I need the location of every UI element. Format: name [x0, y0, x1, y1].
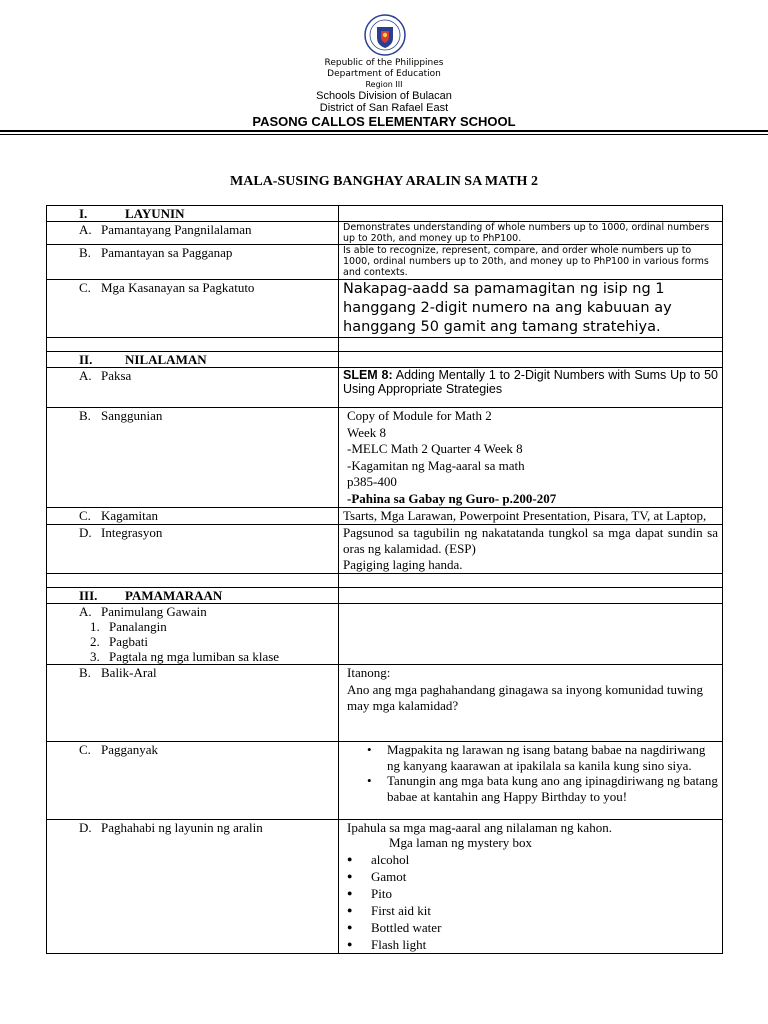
item-value: Is able to recognize, represent, compare, and order whole numbers up to 1000, ordinal numbers up to 20th, and money up to PhP100 in various forms and contexts. [339, 245, 723, 280]
item-value [339, 665, 723, 742]
paghahabi-subtitle: Mga laman ng mystery box [389, 835, 532, 850]
slem-label: SLEM 8: [343, 368, 393, 382]
row-paghahabi [47, 820, 723, 954]
header-district: District of San Rafael East [319, 102, 449, 114]
item-letter: C. [79, 742, 91, 757]
item-label: Mga Kasanayan sa Pagkatuto [101, 280, 255, 295]
item-label: Pamantayang Pangnilalaman [101, 222, 252, 237]
header-rule-thin [0, 134, 768, 135]
lesson-plan-table [46, 205, 723, 954]
item-letter: D. [79, 820, 92, 835]
item-value [339, 525, 723, 574]
reference-line: Copy of Module for Math 2 [347, 408, 492, 423]
row-paksa [47, 368, 723, 408]
deped-seal-logo [364, 14, 406, 56]
list-item: ● Flash light [369, 936, 718, 953]
item-value: Demonstrates understanding of whole numbers up to 1000, ordinal numbers up to 20th, and money up to PhP100. [339, 222, 723, 245]
item-value: Nakapag-aadd sa pamamagitan ng isip ng 1 hanggang 2-digit numero na ang kabuuan ay hanggang 50 gamit ang tamang stratehiya. [339, 280, 723, 338]
list-item: 1. Panalangin [103, 619, 334, 634]
header-school: PASONG CALLOS ELEMENTARY SCHOOL [252, 114, 516, 129]
balik-aral-question: Ano ang mga paghahandang ginagawa sa inyong komunidad tuwing may mga kalamidad? [347, 682, 703, 713]
reference-line: -MELC Math 2 Quarter 4 Week 8 [347, 441, 523, 456]
reference-line: -Kagamitan ng Mag-aaral sa math [347, 457, 525, 473]
item-value [339, 368, 723, 408]
header-division: Schools Division of Bulacan [316, 90, 452, 102]
row-integrasyon [47, 525, 723, 574]
list-item: ● First aid kit [369, 902, 718, 919]
item-letter: B. [79, 408, 91, 423]
row-sanggunian [47, 408, 723, 508]
row-panimulang-gawain [47, 604, 723, 665]
header-republic: Republic of the Philippines [324, 58, 444, 68]
item-value [339, 742, 723, 820]
list-item: ● alcohol [369, 851, 718, 868]
list-item: ● Bottled water [369, 919, 718, 936]
item-letter: A. [79, 222, 92, 237]
item-label: Paksa [101, 368, 132, 383]
spacer-row [47, 338, 723, 352]
integrasyon-text-2: Pagiging laging handa. [343, 557, 463, 572]
reference-line: Week 8 [347, 424, 387, 440]
list-item: 2. Pagbati [103, 634, 334, 649]
item-letter: A. [79, 604, 92, 619]
row-pagganyak [47, 742, 723, 820]
item-value [339, 408, 723, 508]
item-value [339, 820, 723, 954]
paghahabi-intro: Ipahula sa mga mag-aaral ang nilalaman ng kahon. [347, 820, 612, 835]
pagganyak-list [343, 742, 718, 804]
item-letter: A. [79, 368, 92, 383]
item-label: Panimulang Gawain [101, 604, 207, 619]
reference-line-bold: -Pahina sa Gabay ng Guro- p.200-207 [347, 490, 557, 506]
section-row-nilalaman [47, 352, 723, 368]
row-pamantayang-pangnilalaman [47, 222, 723, 245]
list-item: ● Gamot [369, 868, 718, 885]
list-item: • Magpakita ng larawan ng isang batang babae na nagdiriwang ng kanyang kaarawan at ipakilala sa kanila kung sino siya. [367, 742, 718, 773]
section-number: II. [79, 352, 93, 367]
header-region: Region III [365, 80, 403, 89]
integrasyon-text: Pagsunod sa tagubilin ng nakatatanda tungkol sa mga dapat sundin sa oras ng kalamidad. (ESP) [343, 525, 718, 556]
document-title: MALA-SUSING BANGHAY ARALIN SA MATH 2 [230, 174, 538, 189]
list-item: 3. Pagtala ng mga lumiban sa klase [103, 649, 334, 664]
row-balik-aral [47, 665, 723, 742]
reference-line: p385-400 [347, 474, 397, 489]
section-title: PAMAMARAAN [125, 588, 223, 603]
item-letter: C. [79, 280, 91, 295]
header-rule-thick [0, 130, 768, 132]
item-label: Pamantayan sa Pagganap [101, 245, 233, 260]
list-item: • Tanungin ang mga bata kung ano ang ipinagdiriwang ng batang babae at kantahin ang Happy Birthday to you! [367, 773, 718, 804]
item-label: Pagganyak [101, 742, 159, 757]
section-row-pamamaraan [47, 588, 723, 604]
item-label: Paghahabi ng layunin ng aralin [101, 820, 263, 835]
item-letter: B. [79, 665, 91, 680]
item-label: Kagamitan [101, 508, 159, 523]
item-letter: C. [79, 508, 91, 523]
item-label: Balik-Aral [101, 665, 157, 680]
row-mga-kasanayan [47, 280, 723, 338]
header-department: Department of Education [327, 69, 441, 79]
row-kagamitan [47, 508, 723, 525]
section-number: III. [79, 588, 98, 603]
list-item: ● Pito [369, 885, 718, 902]
item-value: Tsarts, Mga Larawan, Powerpoint Presentation, Pisara, TV, at Laptop, [339, 508, 723, 525]
row-pamantayan-sa-pagganap [47, 245, 723, 280]
paksa-text: Adding Mentally 1 to 2-Digit Numbers with Sums Up to 50 Using Appropriate Strategies [343, 368, 718, 396]
section-number: I. [79, 206, 88, 221]
item-label: Integrasyon [101, 525, 163, 540]
spacer-row [47, 574, 723, 588]
section-title: NILALAMAN [125, 352, 207, 367]
itanong-label: Itanong: [347, 665, 391, 680]
item-letter: D. [79, 525, 92, 540]
mystery-box-list [347, 851, 718, 953]
item-label: Sanggunian [101, 408, 163, 423]
item-letter: B. [79, 245, 91, 260]
panimulang-list [51, 619, 334, 664]
section-row-layunin [47, 206, 723, 222]
section-title: LAYUNIN [125, 206, 185, 221]
